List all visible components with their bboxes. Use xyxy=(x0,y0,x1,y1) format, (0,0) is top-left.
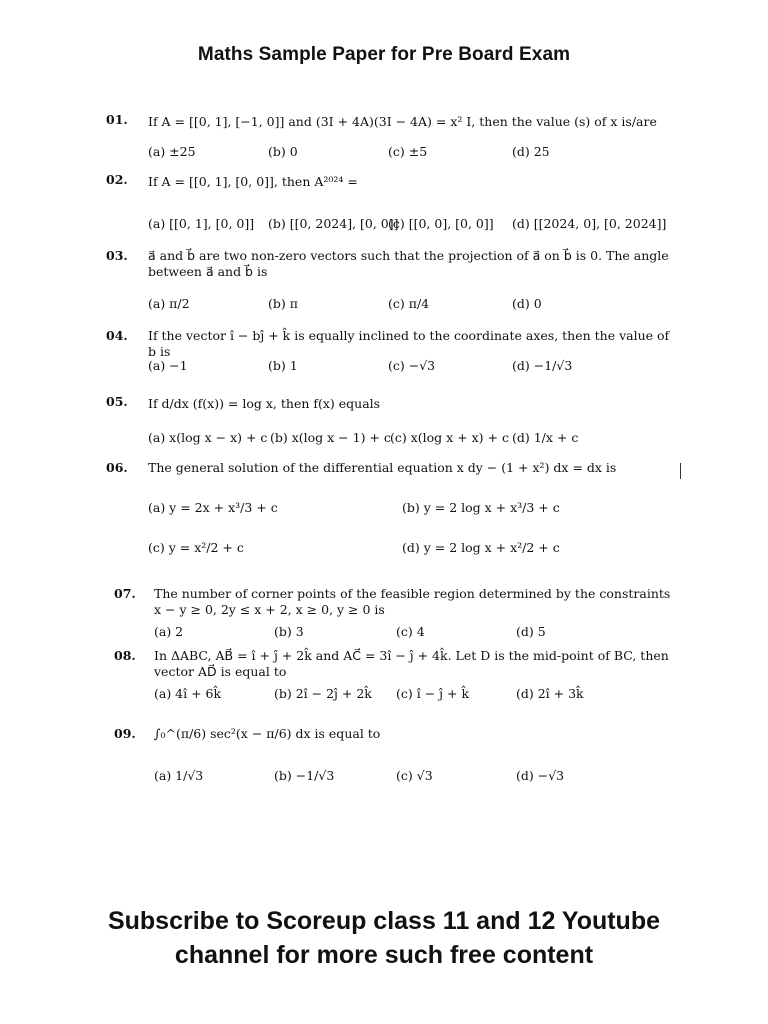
question-text: ∫₀^(π/6) sec²(x − π/6) dx is equal to xyxy=(154,726,381,741)
option-b: (b) 1 xyxy=(268,358,298,373)
option-a: (a) π/2 xyxy=(148,296,190,311)
subscribe-banner xyxy=(0,904,768,972)
question-text: If d/dx (f(x)) = log x, then f(x) equals xyxy=(148,396,381,411)
option-c: (c) √3 xyxy=(396,768,433,783)
options-row-2 xyxy=(148,540,688,560)
question-5 xyxy=(106,394,686,454)
question-number: 01. xyxy=(106,112,128,127)
option-d: (d) 2î + 3k̂ xyxy=(516,686,584,701)
option-b: (b) [[0, 2024], [0, 0]] xyxy=(268,216,399,231)
option-d: (d) 5 xyxy=(516,624,546,639)
options xyxy=(148,430,688,450)
question-4 xyxy=(106,328,686,384)
option-a: (a) ±25 xyxy=(148,144,196,159)
option-c: (c) [[0, 0], [0, 0]] xyxy=(388,216,494,231)
question-text: a⃗ and b⃗ are two non-zero vectors such that the projection of a⃗ on b⃗ is 0. The angle between a⃗ and b⃗ is xyxy=(148,248,669,279)
option-c: (c) 4 xyxy=(396,624,425,639)
option-d: (d) [[2024, 0], [0, 2024]] xyxy=(512,216,667,231)
options xyxy=(154,624,694,644)
question-3 xyxy=(106,248,686,318)
option-c: (c) y = x²/2 + c xyxy=(148,540,244,555)
option-d: (d) y = 2 log x + x²/2 + c xyxy=(402,540,560,555)
options xyxy=(148,144,688,164)
question-2 xyxy=(106,172,686,242)
cursor-mark xyxy=(680,463,681,479)
options-row-1 xyxy=(148,500,688,520)
option-b: (b) 2î − 2ĵ + 2k̂ xyxy=(274,686,372,701)
option-a: (a) 2 xyxy=(154,624,184,639)
option-a: (a) y = 2x + x³/3 + c xyxy=(148,500,278,515)
question-number: 05. xyxy=(106,394,128,409)
option-b: (b) 0 xyxy=(268,144,298,159)
option-c: (c) ±5 xyxy=(388,144,428,159)
subscribe-line-2: channel for more such free content xyxy=(174,941,594,969)
question-text: If the vector î − bĵ + k̂ is equally inclined to the coordinate axes, then the value of b is xyxy=(148,328,670,359)
question-number: 08. xyxy=(114,648,136,663)
question-text: In ΔABC, AB⃗ = î + ĵ + 2k̂ and AC⃗ = 3î − ĵ + 4k̂. Let D is the mid-point of BC, then vector AD⃗ is equal to xyxy=(154,648,669,679)
option-d: (d) −√3 xyxy=(516,768,565,783)
question-7 xyxy=(106,586,686,642)
question-number: 02. xyxy=(106,172,128,187)
question-9 xyxy=(106,726,686,796)
option-b: (b) −1/√3 xyxy=(274,768,335,783)
option-b: (b) π xyxy=(268,296,298,311)
options xyxy=(148,296,688,316)
options xyxy=(154,768,694,788)
option-c: (c) π/4 xyxy=(388,296,430,311)
question-1 xyxy=(106,112,686,160)
question-number: 03. xyxy=(106,248,128,263)
option-d: (d) 25 xyxy=(512,144,550,159)
options xyxy=(148,216,688,236)
question-number: 07. xyxy=(114,586,136,601)
option-a: (a) [[0, 1], [0, 0]] xyxy=(148,216,255,231)
question-number: 09. xyxy=(114,726,136,741)
option-c: (c) î − ĵ + k̂ xyxy=(396,686,470,701)
subscribe-line-1: Subscribe to Scoreup class 11 and 12 Youtube xyxy=(107,907,661,935)
question-text: If A = [[0, 1], [−1, 0]] and (3I + 4A)(3I − 4A) = x² I, then the value (s) of x is/are xyxy=(148,114,657,129)
options xyxy=(154,686,694,706)
option-b: (b) 3 xyxy=(274,624,304,639)
option-d: (d) 0 xyxy=(512,296,542,311)
question-text: The number of corner points of the feasible region determined by the constraints x − y ≥ 0, 2y ≤ x + 2, x ≥ 0, y ≥ 0 is xyxy=(154,586,671,617)
page-title: Maths Sample Paper for Pre Board Exam xyxy=(197,44,571,65)
option-d: (d) 1/x + c xyxy=(512,430,579,445)
option-c: (c) x(log x + x) + c xyxy=(390,430,509,445)
question-text: The general solution of the differential equation x dy − (1 + x²) dx = dx is xyxy=(148,460,617,475)
options xyxy=(148,358,688,378)
option-a: (a) x(log x − x) + c xyxy=(148,430,268,445)
question-number: 06. xyxy=(106,460,128,475)
option-d: (d) −1/√3 xyxy=(512,358,573,373)
option-a: (a) −1 xyxy=(148,358,188,373)
option-b: (b) y = 2 log x + x³/3 + c xyxy=(402,500,560,515)
option-c: (c) −√3 xyxy=(388,358,436,373)
option-b: (b) x(log x − 1) + c xyxy=(270,430,391,445)
question-8 xyxy=(106,648,686,708)
question-number: 04. xyxy=(106,328,128,343)
option-a: (a) 1/√3 xyxy=(154,768,204,783)
question-text: If A = [[0, 1], [0, 0]], then A²⁰²⁴ = xyxy=(148,174,358,189)
option-a: (a) 4î + 6k̂ xyxy=(154,686,222,701)
question-6 xyxy=(106,460,686,570)
